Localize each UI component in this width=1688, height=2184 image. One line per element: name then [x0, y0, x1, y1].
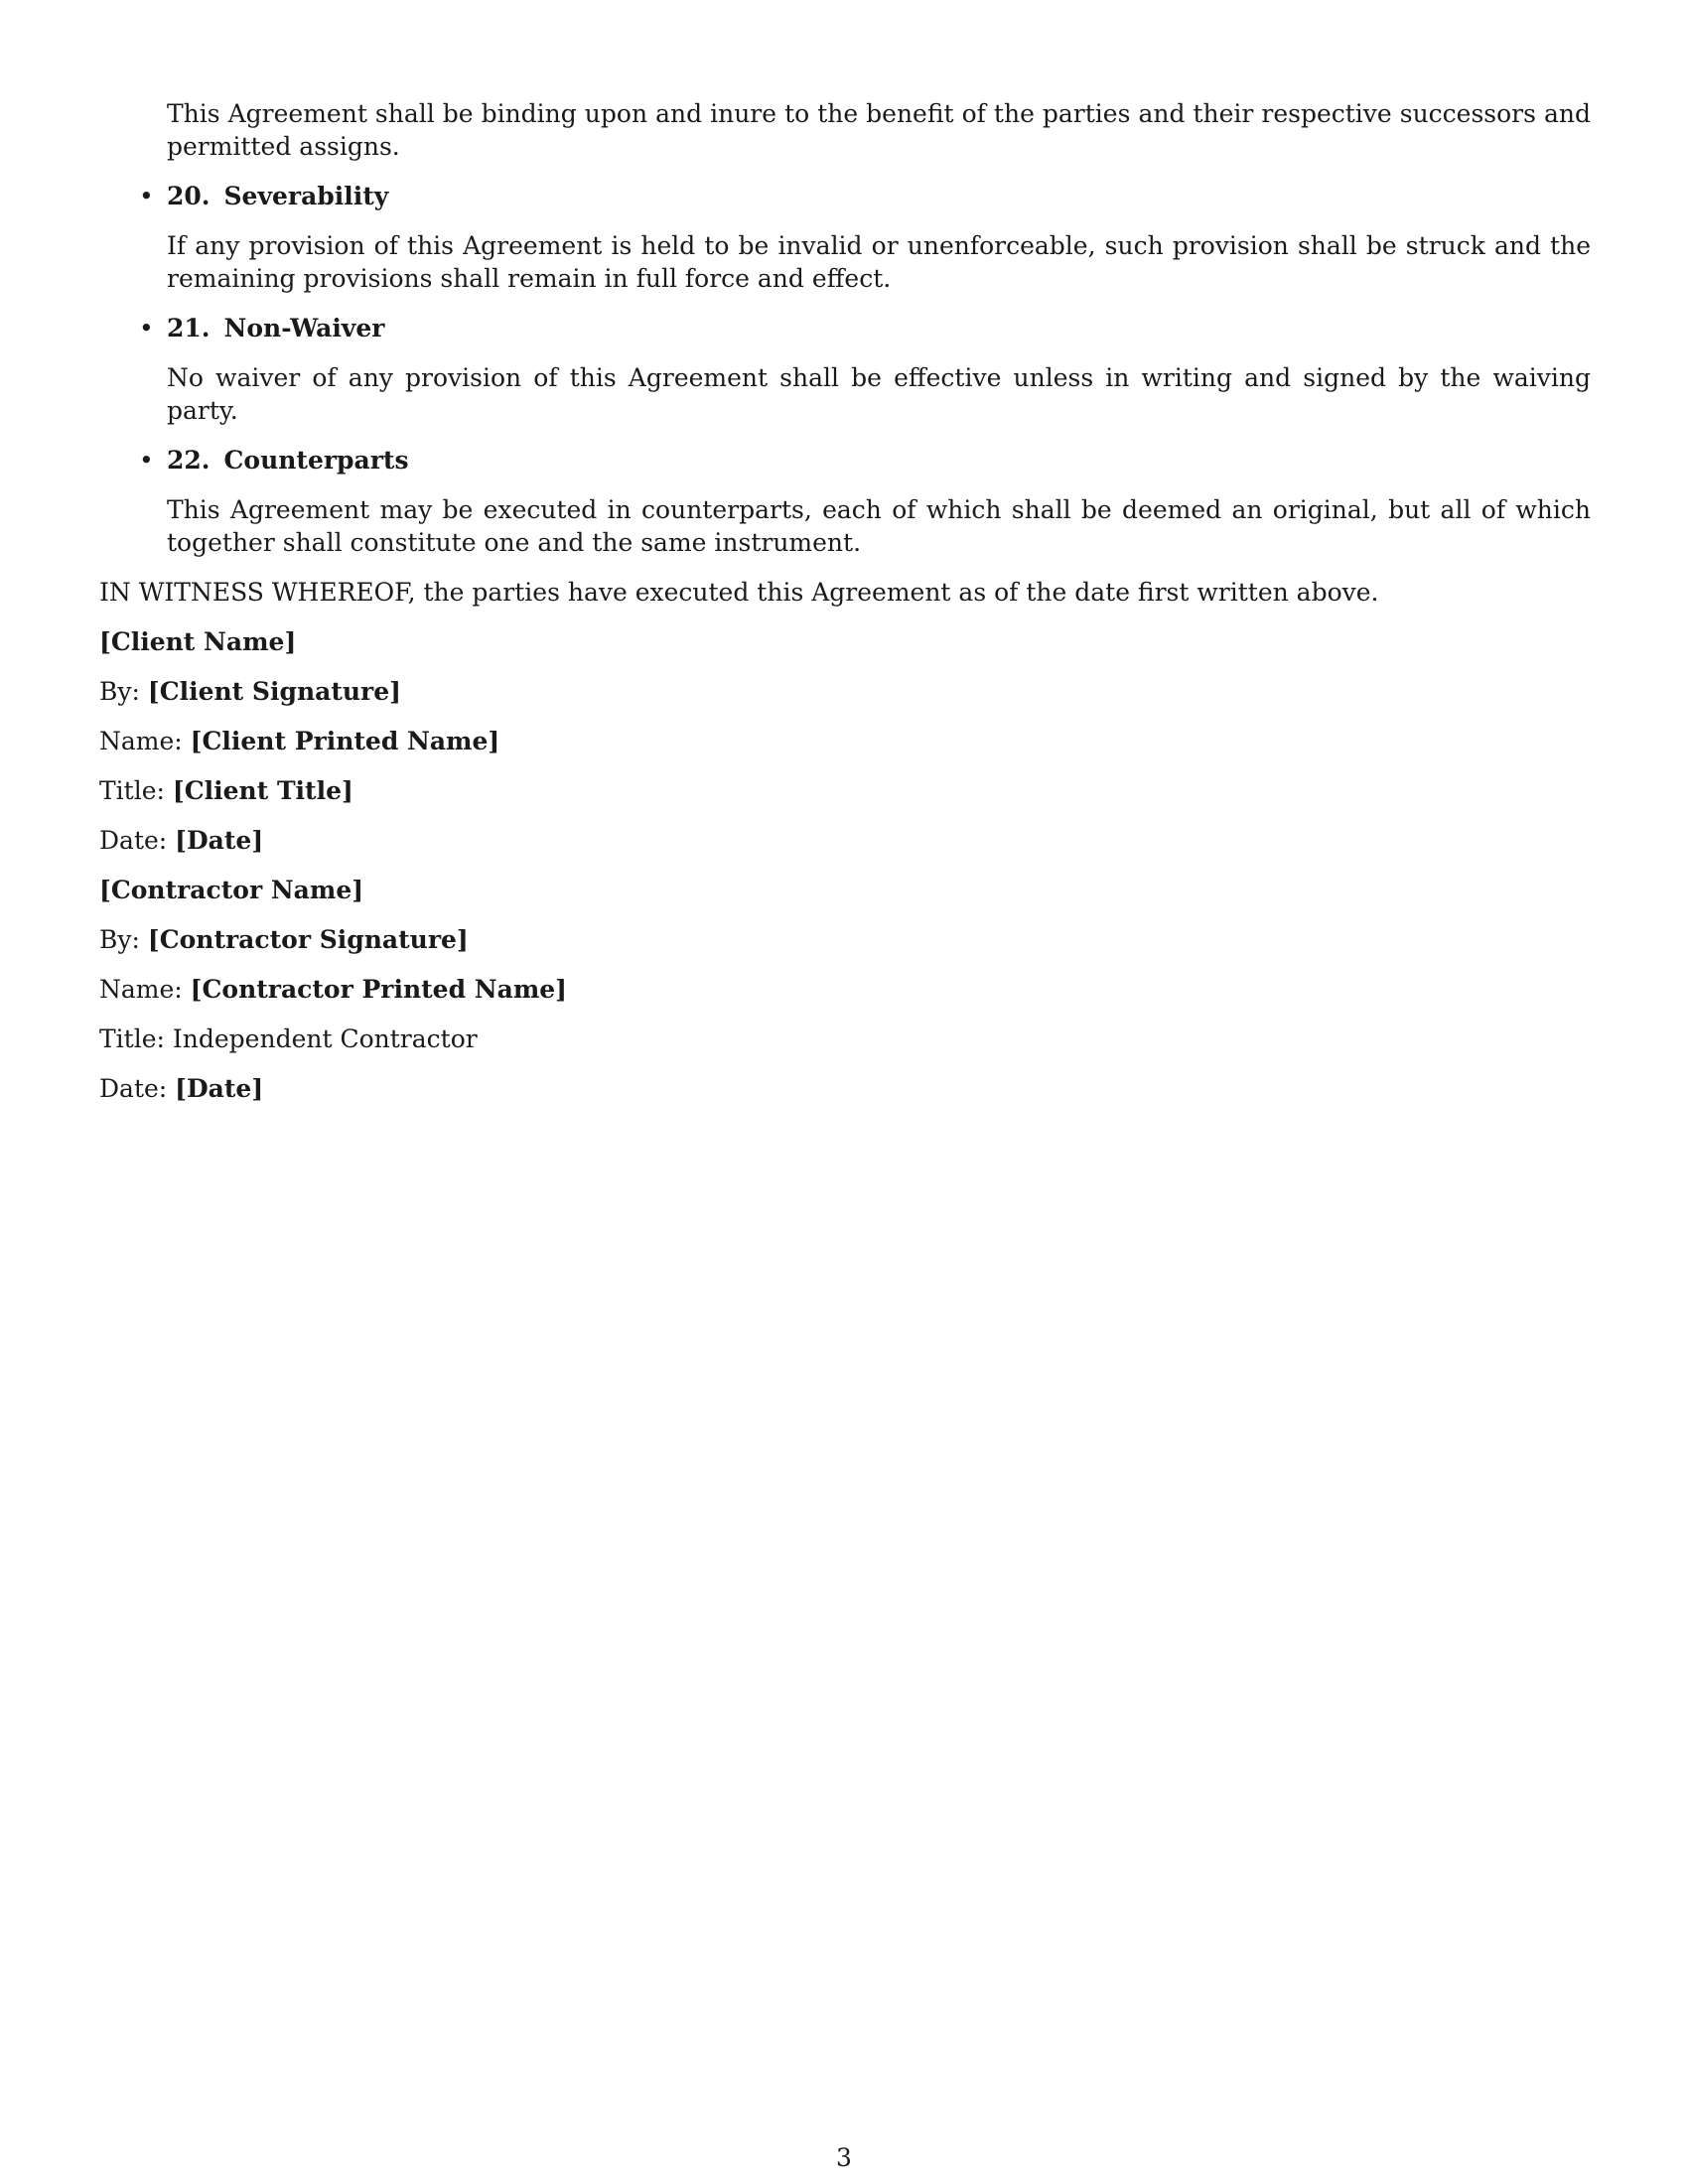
section-19-continuation — [167, 97, 1591, 163]
section-number: 20. — [167, 182, 211, 210]
title-label: Title: — [99, 776, 165, 805]
contractor-name: [Contractor Name] — [99, 876, 364, 904]
bullet-icon: • — [139, 314, 154, 342]
section-heading — [139, 180, 1591, 212]
section-heading — [139, 444, 1591, 477]
document-content — [99, 97, 1591, 1122]
name-label: Name: — [99, 727, 183, 755]
contractor-printed-name-placeholder: [Contractor Printed Name] — [190, 975, 568, 1004]
contractor-by-line — [99, 923, 1591, 956]
client-title-placeholder: [Client Title] — [172, 776, 353, 805]
section-body: If any provision of this Agreement is held to be invalid or unenforceable, such provision shall be struck and the remaining provisions shall remain in full force and effect. — [167, 231, 1591, 293]
section-title: Severability — [223, 182, 389, 210]
contractor-signature-placeholder: [Contractor Signature] — [147, 925, 469, 954]
section-body: This Agreement shall be binding upon and inure to the benefit of the parties and their respective successors and permitted assigns. — [167, 99, 1591, 161]
contractor-printed-name-line — [99, 973, 1591, 1006]
section-number: 22. — [167, 446, 211, 475]
by-label: By: — [99, 677, 140, 706]
client-date-line — [99, 824, 1591, 857]
date-label: Date: — [99, 826, 168, 855]
by-label: By: — [99, 925, 140, 954]
section-non-waiver — [139, 312, 1591, 427]
section-body: No waiver of any provision of this Agreement shall be effective unless in writing and signed by the waiving party. — [167, 363, 1591, 425]
date-label: Date: — [99, 1074, 168, 1103]
name-label: Name: — [99, 975, 183, 1004]
contractor-title-line — [99, 1023, 1591, 1055]
contractor-title-value: Independent Contractor — [172, 1024, 478, 1053]
client-printed-name-placeholder: [Client Printed Name] — [190, 727, 500, 755]
client-name: [Client Name] — [99, 627, 297, 656]
client-signature-block — [99, 625, 1591, 857]
section-severability — [139, 180, 1591, 295]
client-title-line — [99, 774, 1591, 807]
page-number: 3 — [836, 2143, 852, 2172]
client-printed-name-line — [99, 725, 1591, 757]
section-title: Counterparts — [223, 446, 409, 475]
section-body: This Agreement may be executed in counterparts, each of which shall be deemed an original, but all of which together shall constitute one and the same instrument. — [167, 495, 1591, 557]
section-number: 21. — [167, 314, 211, 342]
section-heading — [139, 312, 1591, 344]
bullet-icon: • — [139, 182, 154, 210]
client-by-line — [99, 675, 1591, 708]
contractor-signature-block — [99, 874, 1591, 1105]
witness-clause: IN WITNESS WHEREOF, the parties have executed this Agreement as of the date first written above. — [99, 578, 1379, 607]
client-signature-placeholder: [Client Signature] — [147, 677, 401, 706]
contractor-date-placeholder: [Date] — [175, 1074, 264, 1103]
section-title: Non-Waiver — [223, 314, 385, 342]
section-counterparts — [139, 444, 1591, 559]
contractor-date-line — [99, 1072, 1591, 1105]
title-label: Title: — [99, 1024, 165, 1053]
client-date-placeholder: [Date] — [175, 826, 264, 855]
bullet-icon: • — [139, 446, 154, 475]
